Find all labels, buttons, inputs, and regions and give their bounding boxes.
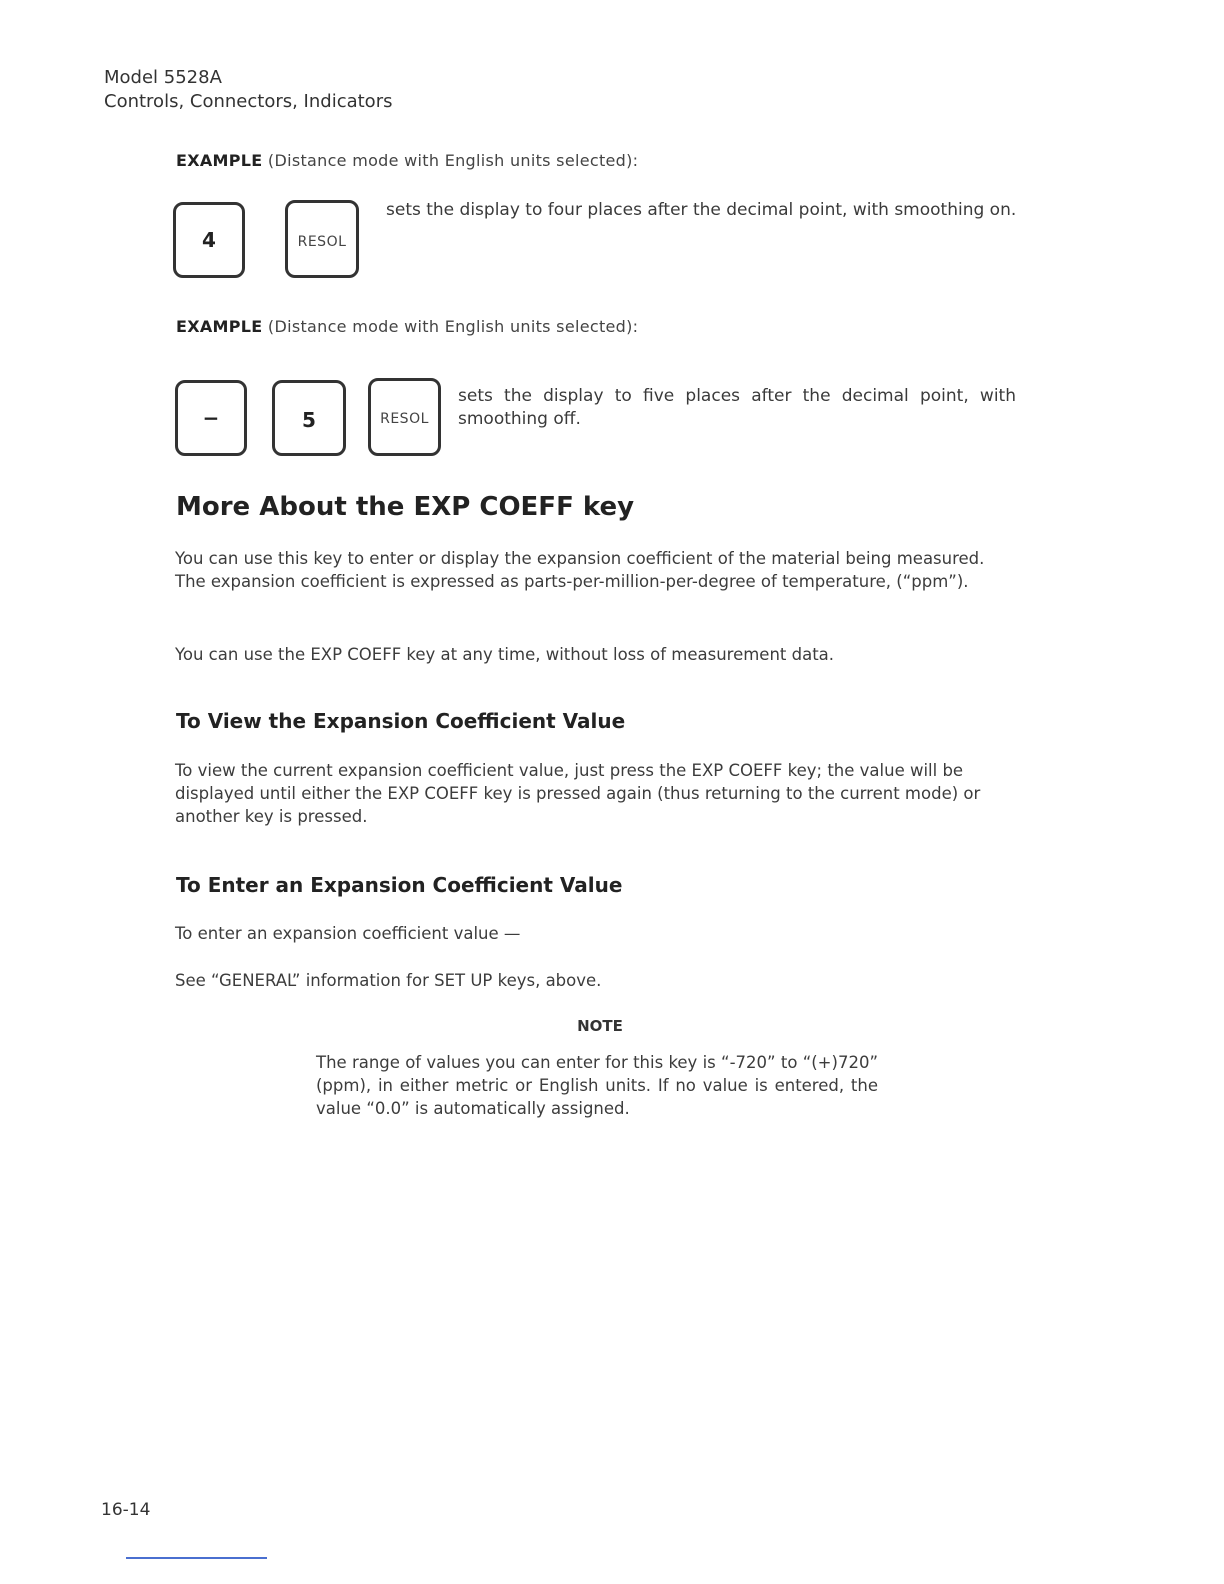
key-minus: − [175, 380, 247, 456]
header-section: Controls, Connectors, Indicators [104, 91, 393, 112]
section-more-paragraph-2: You can use the EXP COEFF key at any time, without loss of measurement data. [175, 645, 835, 664]
key-4: 4 [173, 202, 245, 278]
note-title: NOTE [577, 1017, 623, 1035]
example-1-description: sets the display to four places after the decimal point, with smoothing on. [386, 200, 1017, 220]
key-5: 5 [272, 380, 346, 456]
section-view-paragraph: To view the current expansion coefficient value, just press the EXP COEFF key; the value will be displayed until either the EXP COEFF key is pressed again (thus returning to the current mode) or another key is pressed. [175, 761, 981, 826]
section-enter-paragraph-1: To enter an expansion coefficient value — [175, 924, 521, 943]
footer-rule [126, 1557, 267, 1559]
example-1-heading [176, 151, 638, 170]
example-2-description: sets the display to five places after the decimal point, with smoothing off. [458, 386, 1016, 429]
example-2-label: EXAMPLE [176, 317, 263, 336]
section-enter-title: To Enter an Expansion Coefficient Value [176, 873, 623, 897]
section-view-title: To View the Expansion Coefficient Value [176, 709, 626, 733]
section-more-paragraph-1: You can use this key to enter or display the expansion coefficient of the material being measured. The expansion coefficient is expressed as parts-per-million-per-degree of temperature, (“ppm”). [175, 549, 985, 591]
example-1-label: EXAMPLE [176, 151, 263, 170]
section-enter-paragraph-2: See “GENERAL” information for SET UP keys, above. [175, 971, 602, 990]
example-2-heading [176, 317, 638, 336]
page-number: 16-14 [101, 1500, 151, 1520]
section-more-title: More About the EXP COEFF key [176, 492, 635, 522]
example-2-context: (Distance mode with English units selected): [267, 317, 639, 336]
example-1-context: (Distance mode with English units selected): [267, 151, 639, 170]
key-resol: RESOL [285, 200, 359, 278]
header-model: Model 5528A [104, 67, 222, 88]
key-resol: RESOL [368, 378, 441, 456]
note-text: The range of values you can enter for this key is “-720” to “(+)720” (ppm), in either metric or English units. If no value is entered, the value “0.0” is automatically assigned. [316, 1053, 878, 1118]
